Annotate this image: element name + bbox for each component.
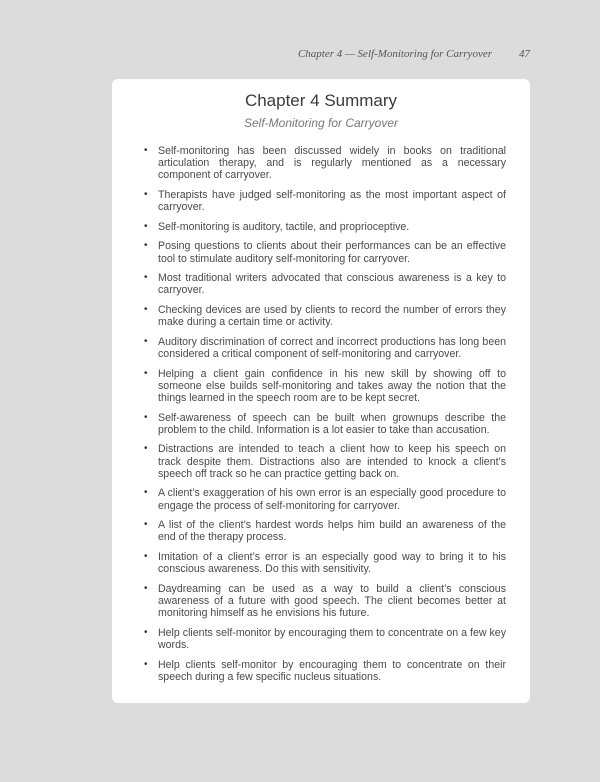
list-item [142, 659, 506, 683]
list-item [142, 443, 506, 480]
bullet-icon: • [144, 240, 148, 252]
list-item [142, 412, 506, 436]
list-item [142, 304, 506, 328]
list-item [142, 272, 506, 296]
summary-subtitle: Self-Monitoring for Carryover [243, 116, 399, 130]
list-item-text: Self-monitoring is auditory, tactile, and proprioceptive. [158, 220, 410, 233]
bullet-icon: • [144, 519, 148, 531]
list-item [142, 368, 506, 405]
running-head-title: Chapter 4 — Self-Monitoring for Carryover [297, 48, 492, 60]
list-item-text: Imitation of a client’s error is an especially good way to bring it to his conscious awareness. Do this with sensitivity. [158, 550, 506, 576]
list-item-text: Help clients self-monitor by encouraging them to concentrate on a few key words. [158, 626, 506, 651]
list-item [142, 240, 506, 264]
bullet-icon: • [144, 220, 148, 232]
list-item-text: Help clients self-monitor by encouraging them to concentrate on their speech during a few specific nucleus situations. [158, 658, 506, 683]
bullet-icon: • [144, 367, 148, 379]
running-head [0, 48, 600, 64]
list-item-text: Therapists have judged self-monitoring as the most important aspect of carryover. [158, 189, 506, 214]
bullet-icon: • [144, 411, 148, 423]
bullet-icon: • [144, 189, 148, 200]
bullet-icon: • [144, 550, 148, 562]
bullet-icon: • [144, 335, 148, 347]
list-item-text: Self-monitoring has been discussed widely in books on traditional articulation therapy, and is regularly mentioned as a necessary component of carryover. [158, 145, 506, 182]
summary-title: Chapter 4 Summary [244, 91, 398, 110]
list-item [142, 487, 506, 511]
list-item [142, 189, 506, 213]
bullet-icon: • [144, 145, 148, 156]
list-item-text: Helping a client gain confidence in his new skill by showing off to someone else builds self-monitoring and takes away the notion that the things learned in the speech room are to be kept secret. [158, 367, 506, 404]
summary-box [112, 79, 530, 703]
list-item [142, 519, 506, 543]
bullet-icon: • [144, 658, 148, 670]
list-item-text: Daydreaming can be used as a way to build a client’s conscious awareness of a future with good speech. The client becomes better at monitoring himself as he envisions his future. [158, 582, 506, 620]
list-item-text: Checking devices are used by clients to record the number of errors they make during a certain time or activity. [158, 303, 506, 329]
list-item-text: Most traditional writers advocated that conscious awareness is a key to carryover. [158, 272, 506, 297]
bullet-icon: • [144, 487, 148, 499]
list-item-text: Posing questions to clients about their performances can be an effective tool to stimulate auditory self-monitoring for carryover. [158, 240, 506, 265]
bullet-icon: • [144, 272, 148, 284]
list-item [142, 336, 506, 360]
list-item [142, 221, 506, 233]
list-item-text: A client’s exaggeration of his own error is an especially good procedure to engage the process of self-monitoring for carryover. [158, 487, 506, 512]
list-item [142, 145, 506, 182]
list-item-text: A list of the client’s hardest words helps him build an awareness of the end of the therapy process. [158, 519, 506, 544]
list-item [142, 583, 506, 620]
bullet-icon: • [144, 443, 148, 455]
summary-list [142, 145, 506, 690]
list-item [142, 627, 506, 651]
bullet-icon: • [144, 626, 148, 638]
bullet-icon: • [144, 582, 148, 594]
list-item-text: Auditory discrimination of correct and incorrect productions has long been considered a critical component of self-monitoring and carryover. [158, 335, 506, 360]
list-item-text: Distractions are intended to teach a client how to keep his speech on track despite them. Distractions also are intended to knock a client’s speech off track so he can practice getting back on. [158, 443, 506, 480]
bullet-icon: • [144, 303, 148, 315]
list-item-text: Self-awareness of speech can be built when grownups describe the problem to the child. Information is a lot easier to take than accusation. [158, 411, 506, 436]
page-number: 47 [519, 48, 530, 60]
list-item [142, 551, 506, 575]
